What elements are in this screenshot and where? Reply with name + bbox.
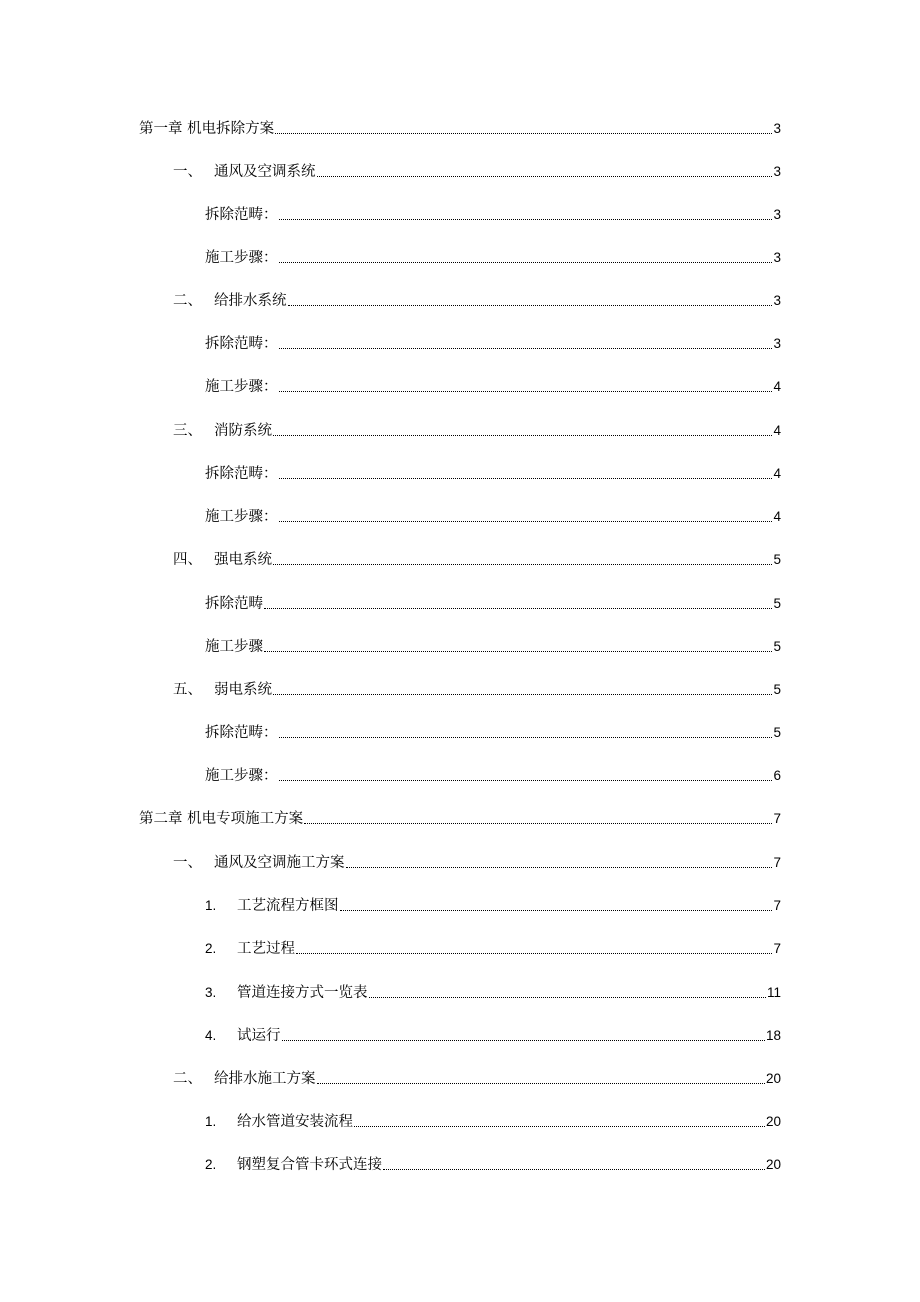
toc-title: 施工步骤： (205, 509, 278, 525)
toc-title: 给排水施工方案 (214, 1071, 316, 1087)
toc-entry-section[interactable] (173, 286, 781, 310)
toc-title: 弱电系统 (214, 682, 272, 698)
toc-entry-section[interactable] (173, 675, 781, 699)
toc-page-number: 5 (773, 639, 781, 654)
toc-dot-leader (354, 1125, 765, 1127)
toc-entry-subsection[interactable] (205, 761, 781, 785)
toc-title: 工艺流程方框图 (237, 898, 339, 914)
toc-dot-leader (279, 390, 773, 392)
toc-title: 施工步骤： (205, 379, 278, 395)
toc-dot-leader (273, 693, 772, 695)
toc-dot-leader (288, 304, 773, 306)
toc-page-number: 5 (773, 596, 781, 611)
toc-dot-leader (279, 347, 773, 349)
toc-dot-leader (304, 822, 772, 824)
toc-number: 二、 (173, 1071, 202, 1087)
toc-page-number: 11 (766, 985, 781, 1000)
toc-page-number: 3 (773, 164, 781, 179)
toc-number: 一、 (173, 164, 202, 180)
toc-title: 通风及空调系统 (214, 164, 316, 180)
toc-title: 施工步骤： (205, 768, 278, 784)
toc-page-number: 20 (765, 1114, 781, 1129)
toc-entry-subsection[interactable] (205, 329, 781, 353)
toc-entry-subsection[interactable] (205, 459, 781, 483)
toc-entry-chapter-1[interactable] (139, 114, 781, 138)
toc-dot-leader (279, 736, 773, 738)
toc-page-number: 18 (765, 1028, 781, 1043)
toc-entry-subsection[interactable] (205, 1150, 781, 1174)
toc-page-number: 3 (773, 250, 781, 265)
toc-title: 拆除范畴： (205, 207, 278, 223)
toc-dot-leader (383, 1168, 765, 1170)
toc-entry-subsection[interactable] (205, 1021, 781, 1045)
toc-entry-subsection[interactable] (205, 372, 781, 396)
toc-title: 强电系统 (214, 552, 272, 568)
toc-entry-subsection[interactable] (205, 589, 781, 613)
toc-number: 一、 (173, 855, 202, 871)
toc-dot-leader (279, 520, 773, 522)
toc-number: 1. (205, 1114, 217, 1129)
toc-dot-leader (279, 477, 773, 479)
toc-number: 五、 (173, 682, 202, 698)
toc-number: 二、 (173, 293, 202, 309)
toc-title: 消防系统 (214, 423, 272, 439)
toc-page-number: 5 (773, 725, 781, 740)
toc-page-number: 3 (773, 207, 781, 222)
toc-entry-subsection[interactable] (205, 243, 781, 267)
toc-entry-chapter-2[interactable] (139, 804, 781, 828)
toc-title: 第一章 机电拆除方案 (139, 121, 275, 137)
toc-page-number: 3 (773, 336, 781, 351)
toc-page-number: 3 (773, 293, 781, 308)
toc-page-number: 20 (765, 1071, 781, 1086)
toc-title: 拆除范畴： (205, 466, 278, 482)
toc-title: 第二章 机电专项施工方案 (139, 811, 304, 827)
toc-entry-subsection[interactable] (205, 632, 781, 656)
toc-page-number: 7 (773, 811, 781, 826)
toc-title: 拆除范畴 (205, 596, 263, 612)
toc-dot-leader (369, 996, 766, 998)
toc-entry-subsection[interactable] (205, 200, 781, 224)
toc-entry-subsection[interactable] (205, 718, 781, 742)
toc-entry-subsection[interactable] (205, 934, 781, 958)
toc-title: 管道连接方式一览表 (237, 985, 368, 1001)
toc-entry-section[interactable] (173, 157, 781, 181)
toc-title: 工艺过程 (237, 941, 295, 957)
toc-page-number: 20 (765, 1157, 781, 1172)
toc-entry-subsection[interactable] (205, 502, 781, 526)
toc-page-number: 4 (773, 509, 781, 524)
toc-title: 施工步骤 (205, 639, 263, 655)
toc-entry-subsection[interactable] (205, 978, 781, 1002)
toc-dot-leader (279, 779, 773, 781)
toc-dot-leader (273, 434, 772, 436)
toc-entry-subsection[interactable] (205, 1107, 781, 1131)
toc-dot-leader (264, 650, 772, 652)
toc-title: 给排水系统 (214, 293, 287, 309)
toc-title: 通风及空调施工方案 (214, 855, 345, 871)
toc-title: 拆除范畴： (205, 336, 278, 352)
toc-entry-subsection[interactable] (205, 891, 781, 915)
toc-dot-leader (317, 1082, 765, 1084)
toc-dot-leader (340, 909, 773, 911)
toc-dot-leader (279, 261, 773, 263)
toc-entry-section[interactable] (173, 416, 781, 440)
toc-number: 2. (205, 1157, 217, 1172)
toc-title: 施工步骤： (205, 250, 278, 266)
toc-dot-leader (273, 563, 772, 565)
toc-title: 试运行 (237, 1028, 281, 1044)
toc-number: 1. (205, 898, 217, 913)
toc-number: 2. (205, 941, 217, 956)
toc-page-number: 6 (773, 768, 781, 783)
toc-page-number: 5 (773, 682, 781, 697)
toc-page-number: 3 (773, 121, 781, 136)
toc-entry-section[interactable] (173, 545, 781, 569)
toc-page-number: 4 (773, 423, 781, 438)
toc-number: 3. (205, 985, 217, 1000)
toc-dot-leader (296, 952, 772, 954)
toc-dot-leader (275, 132, 772, 134)
toc-dot-leader (282, 1039, 765, 1041)
toc-dot-leader (346, 866, 773, 868)
toc-dot-leader (264, 607, 772, 609)
toc-dot-leader (317, 175, 773, 177)
toc-number: 四、 (173, 552, 202, 568)
toc-page-number: 7 (773, 855, 781, 870)
toc-title: 给水管道安装流程 (237, 1114, 353, 1130)
toc-title: 钢塑复合管卡环式连接 (237, 1157, 382, 1173)
toc-entry-section[interactable] (173, 1064, 781, 1088)
toc-entry-section[interactable] (173, 848, 781, 872)
toc-number: 三、 (173, 423, 202, 439)
toc-page-number: 4 (773, 379, 781, 394)
toc-page-number: 4 (773, 466, 781, 481)
toc-dot-leader (279, 218, 773, 220)
toc-number: 4. (205, 1028, 217, 1043)
toc-page-number: 7 (773, 898, 781, 913)
toc-page-number: 5 (773, 552, 781, 567)
toc-page-number: 7 (773, 941, 781, 956)
toc-title: 拆除范畴： (205, 725, 278, 741)
